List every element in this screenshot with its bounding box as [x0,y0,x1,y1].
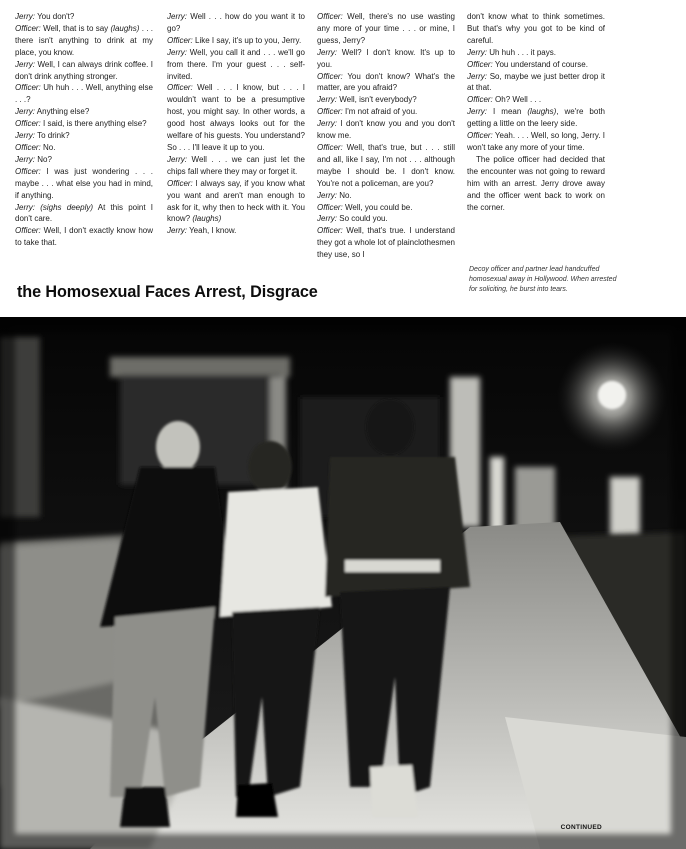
dialogue-paragraph [317,71,455,95]
speaker-label: Jerry: [15,59,35,69]
dialogue-text: So, maybe we just better drop it at that. [467,71,606,93]
dialogue-paragraph [317,94,455,106]
dialogue-paragraph [167,35,305,47]
speaker-label: Officer: [15,142,41,152]
dialogue-text: The police officer had decided that the encounter was not going to reward him with an arrest. Jerry drove away and the officer went back to work on the corner. [467,154,605,212]
dialogue-paragraph [15,142,153,154]
speaker-label: Jerry: [317,214,337,224]
dialogue-text: Well . . . how do you want it to go? [167,12,305,33]
text-column-1 [15,11,153,249]
speaker-label: Jerry: [467,47,487,57]
dialogue-text: I always say, if you know what you want and aren't man enough to ask for it, why then to heck with it. You know? [167,178,305,224]
dialogue-text: Well, you call it and . . . we'll go from there. I'm your guest . . . self-invited. [167,47,305,81]
dialogue-paragraph [167,225,305,237]
speaker-label: Jerry: [167,12,187,21]
stage-direction: (sighs deeply) [40,202,94,212]
dialogue-text: Well? I don't know. It's up to you. [317,47,455,69]
dialogue-paragraph [467,11,605,47]
speaker-label: Jerry: [317,190,337,200]
dialogue-paragraph [15,202,153,226]
dialogue-paragraph [15,154,153,166]
speaker-label: Jerry: [15,12,35,21]
speaker-label: Officer: [317,71,343,81]
dialogue-text: No. [339,190,352,200]
speaker-label: Jerry: [317,47,337,57]
dialogue-text: Well, that's true. I understand they got a whole lot of plainclothesmen they use, so I [317,226,455,260]
speaker-label: Officer: [317,107,343,117]
dialogue-paragraph [167,154,305,178]
dialogue-paragraph [467,94,605,106]
dialogue-text: . . . there isn't anything to drink at my place, you know. [15,23,153,57]
dialogue-paragraph [317,202,455,214]
speaker-label: Officer: [167,178,193,188]
speaker-label: Officer: [317,12,343,21]
dialogue-text: Uh huh . . . it pays. [489,47,556,57]
speaker-label: Officer: [15,166,41,176]
dialogue-text: So could you. [339,214,388,224]
dialogue-text: Oh? Well . . . [495,95,542,105]
photo-arrest-scene [0,317,686,849]
dialogue-paragraph [467,47,605,59]
dialogue-text: You don't know? What's the matter, are you afraid? [317,71,456,93]
dialogue-paragraph [15,166,153,202]
photo-illustration [0,317,686,849]
dialogue-paragraph [15,106,153,118]
dialogue-paragraph [467,59,605,71]
dialogue-paragraph [15,118,153,130]
dialogue-text: I said, is there anything else? [43,119,147,129]
dialogue-text: Well . . . I know, but . . . I wouldn't want to be a presumptive host, you might say. In other words, a good host always looks out for the welfare of his guests. You understand? So . . . I'll leave it up to you. [167,83,305,152]
dialogue-text: To drink? [37,131,70,141]
dialogue-text: Well, I can always drink coffee. I don't drink anything stronger. [15,59,153,81]
dialogue-paragraph [467,71,605,95]
dialogue-text: Yeah. . . . Well, so long, Jerry. I won't take any more of your time. [467,131,606,152]
speaker-label: Officer: [167,35,193,45]
dialogue-text: I don't know you and you don't know me. [317,119,455,141]
dialogue-text: No. [43,142,56,152]
text-column-4 [467,11,605,213]
dialogue-text: Well, isn't everybody? [339,95,417,105]
speaker-label: Jerry: [317,119,337,129]
dialogue-text: , we're both getting a little on the leery side. [467,107,605,129]
dialogue-paragraph [167,178,305,226]
dialogue-text: No? [37,154,52,164]
photo-caption: Decoy officer and partner lead handcuffed homosexual away in Hollywood. When arrested for soliciting, he burst into tears. [469,266,617,293]
dialogue-paragraph [317,213,455,225]
speaker-label: Officer: [317,226,343,236]
dialogue-paragraph [467,130,605,154]
dialogue-text: don't know what to think sometimes. But that's why you got to be kind of careful. [467,12,605,45]
dialogue-text: Well, you could be. [345,202,413,212]
dialogue-paragraph [167,82,305,153]
speaker-label: Officer: [15,83,41,93]
speaker-label: Jerry: [167,226,187,236]
speaker-label: Jerry: [15,154,35,164]
dialogue-paragraph [15,23,153,59]
dialogue-paragraph [15,11,153,23]
speaker-label: Officer: [15,226,41,236]
text-column-2 [167,11,305,237]
dialogue-text: Well, that's true, but . . . still and all, like I say, I'm not . . . although maybe I should be. I don't know. You're not a policeman, are you? [317,142,455,188]
dialogue-text: Well . . . we can just let the chips fall where they may or forget it. [167,154,305,176]
dialogue-text: I mean [493,107,528,117]
stage-direction: (laughs) [527,107,557,117]
speaker-label: Jerry: [317,95,337,105]
speaker-label: Jerry: [15,107,35,117]
speaker-label: Officer: [15,23,41,33]
dialogue-paragraph [317,225,455,261]
dialogue-text: I'm not afraid of you. [345,107,418,117]
speaker-label: Officer: [467,95,493,105]
dialogue-paragraph [167,11,305,35]
dialogue-paragraph [15,82,153,106]
dialogue-paragraph [317,47,455,71]
continued-label: CONTINUED [560,824,602,831]
dialogue-paragraph [317,118,455,142]
article-headline: the Homosexual Faces Arrest, Disgrace [17,283,318,301]
dialogue-text: I was just wondering . . . maybe . . . what else you had in mind, if anything. [15,166,153,200]
dialogue-paragraph [467,154,605,214]
speaker-label: Officer: [15,119,41,129]
dialogue-paragraph [15,130,153,142]
dialogue-paragraph [167,47,305,83]
speaker-label: Officer: [317,202,343,212]
speaker-label: Officer: [467,59,493,69]
speaker-label: Jerry: [467,71,487,81]
speaker-label: Jerry: [167,47,187,57]
text-column-3 [317,11,455,261]
dialogue-text: At this point I don't care. [15,202,153,224]
dialogue-text: Yeah, I know. [189,226,237,236]
speaker-label: Jerry: [15,202,35,212]
dialogue-text: Uh huh . . . Well, anything else . . .? [15,83,153,105]
dialogue-text: Well, there's no use wasting any more of your time . . . or mine, I guess, Jerry? [317,12,455,45]
dialogue-paragraph [15,225,153,249]
dialogue-paragraph [467,106,605,130]
dialogue-paragraph [317,11,455,47]
dialogue-text: You don't? [37,12,75,21]
dialogue-text: Anything else? [36,107,90,117]
dialogue-paragraph [317,142,455,190]
speaker-label: Jerry: [167,154,187,164]
stage-direction: (laughs) [192,214,222,224]
speaker-label: Jerry: [467,107,487,117]
dialogue-paragraph [317,190,455,202]
dialogue-text: You understand of course. [494,59,588,69]
speaker-label: Jerry: [15,131,35,141]
speaker-label: Officer: [467,131,493,141]
stage-direction: (laughs) [110,23,140,33]
dialogue-text: Like I say, it's up to you, Jerry. [195,35,302,45]
speaker-label: Officer: [167,83,193,93]
dialogue-text: Well, I don't exactly know how to take that. [15,226,153,248]
dialogue-text: Well, that is to say [43,23,111,33]
dialogue-paragraph [15,59,153,83]
dialogue-paragraph [317,106,455,118]
speaker-label: Officer: [317,142,343,152]
